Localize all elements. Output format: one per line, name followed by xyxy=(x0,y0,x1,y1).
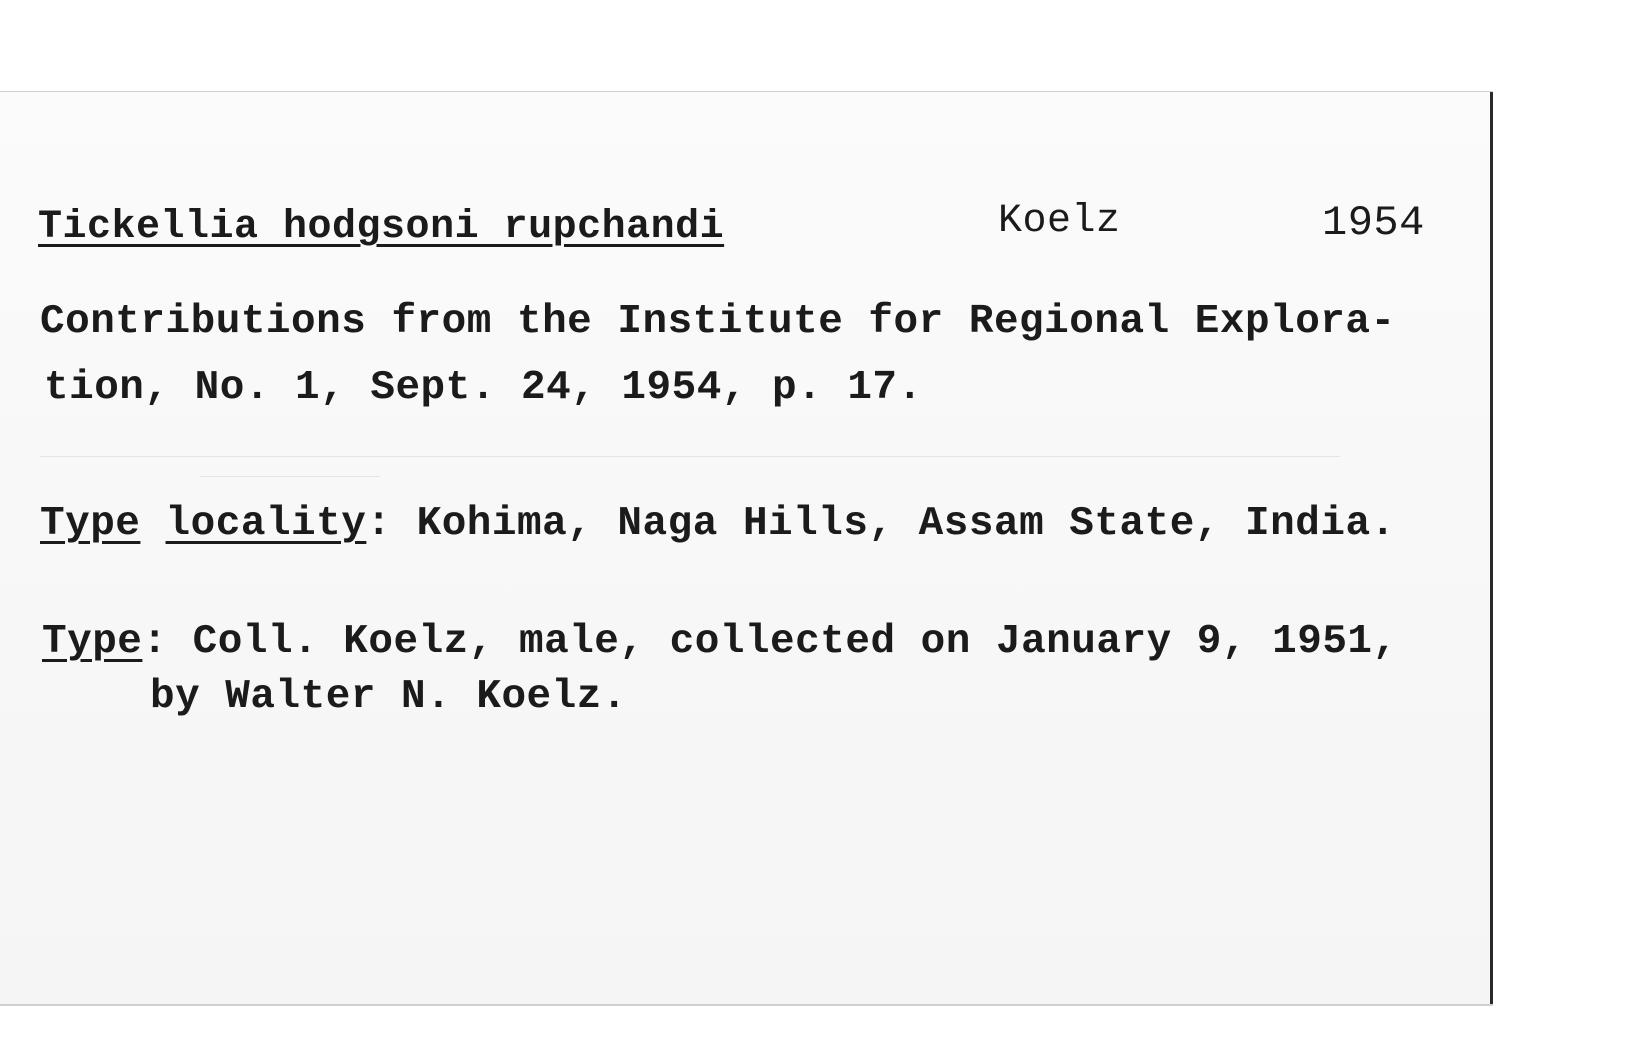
citation-line-1: Contributions from the Institute for Regional Explora- xyxy=(40,299,1396,345)
author-name: Koelz xyxy=(998,199,1121,244)
type-locality-line xyxy=(40,501,1396,547)
type-locality-value: Kohima, Naga Hills, Assam State, India. xyxy=(416,501,1396,547)
type-line-1 xyxy=(42,619,1398,665)
taxon-name: Tickellia hodgsoni rupchandi xyxy=(38,205,725,250)
type-label: Type xyxy=(42,619,143,665)
type-locality-separator: : xyxy=(366,501,392,547)
type-locality-label-word1: Type xyxy=(40,501,141,547)
publication-year: 1954 xyxy=(1322,199,1425,247)
type-locality-label-word2: locality xyxy=(165,501,367,547)
card-ruling-line xyxy=(200,476,380,477)
type-line-2: by Walter N. Koelz. xyxy=(150,674,627,720)
index-card xyxy=(0,92,1493,1004)
card-ruling-line xyxy=(40,456,1340,457)
citation-line-2: tion, No. 1, Sept. 24, 1954, p. 17. xyxy=(44,365,923,411)
type-separator: : xyxy=(142,619,168,665)
type-collection-info: Coll. Koelz, male, collected on January 9, 1951, xyxy=(192,619,1398,665)
